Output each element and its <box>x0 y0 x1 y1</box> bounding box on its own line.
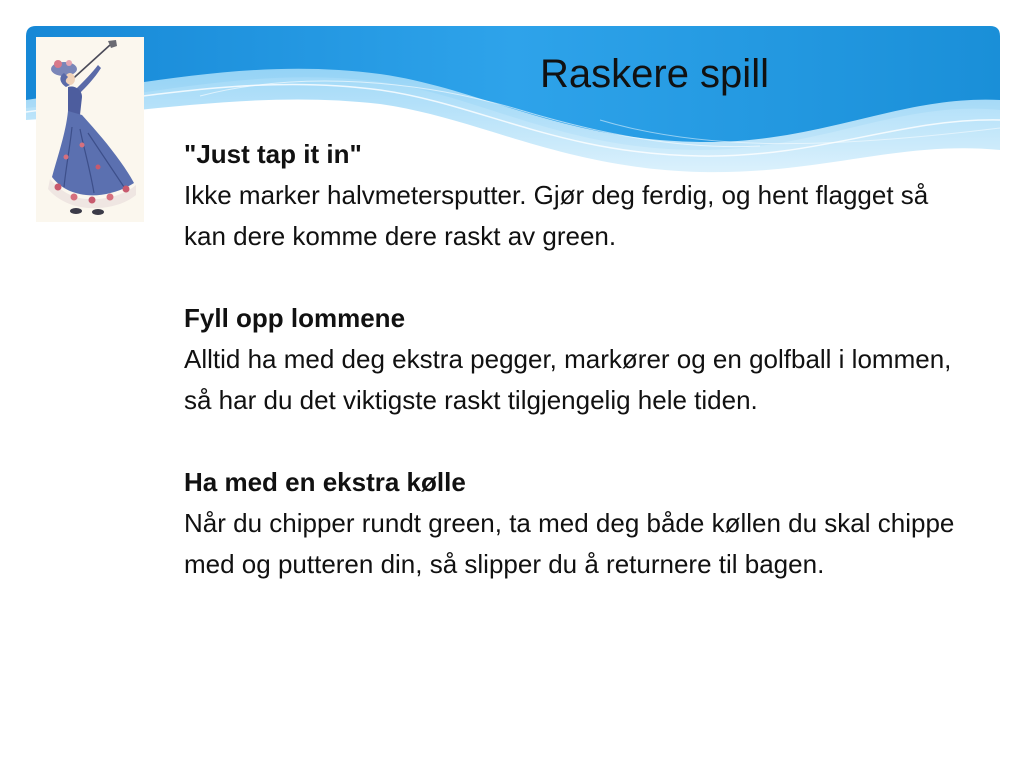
woman-golfer-illustration <box>36 37 144 222</box>
tip-body: Alltid ha med deg ekstra pegger, markører og en golfball i lommen, så har du det viktigste raskt tilgjengelig hele tiden. <box>184 344 952 415</box>
tip-body: Ikke marker halvmetersputter. Gjør deg ferdig, og hent flagget så kan dere komme dere raskt av green. <box>184 180 929 251</box>
slide-title: Raskere spill <box>540 52 769 96</box>
tip-heading: "Just tap it in" <box>184 139 362 169</box>
tip-heading: Ha med en ekstra kølle <box>184 467 466 497</box>
tip-heading: Fyll opp lommene <box>184 303 406 333</box>
tip-section <box>184 134 974 257</box>
tip-section <box>184 462 974 585</box>
tip-section <box>184 298 974 421</box>
tip-body: Når du chipper rundt green, ta med deg både køllen du skal chippe med og putteren din, så slipper du å returnere til bagen. <box>184 508 955 579</box>
slide-content <box>184 134 974 585</box>
